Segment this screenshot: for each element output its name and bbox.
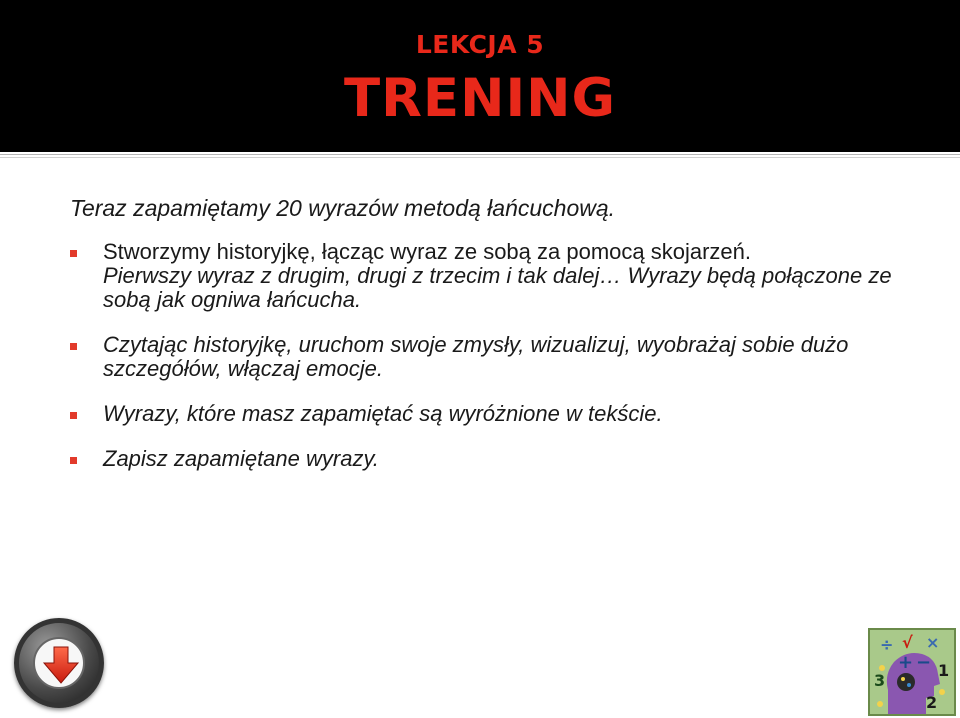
logo-glyph: 3 bbox=[874, 671, 886, 690]
logo-glyph: 1 bbox=[938, 661, 950, 680]
nav-button-area bbox=[4, 604, 116, 716]
next-slide-button[interactable] bbox=[14, 618, 104, 708]
logo-glyph: + bbox=[898, 652, 914, 673]
down-arrow-icon bbox=[42, 645, 80, 685]
nav-button-face bbox=[33, 637, 85, 689]
bullet-text: Zapisz zapamiętane wyrazy. bbox=[103, 446, 379, 471]
intro-text: Teraz zapamiętamy 20 wyrazów metodą łańcuchową. bbox=[70, 195, 616, 221]
logo-glyph: − bbox=[916, 652, 932, 673]
logo-glyph: 2 bbox=[926, 693, 938, 712]
bullet-item-write bbox=[70, 447, 930, 471]
bullet-text bbox=[103, 240, 930, 312]
bullet-item-highlighted bbox=[70, 402, 930, 426]
bullet-square-icon bbox=[70, 457, 77, 464]
slide-header bbox=[0, 0, 960, 152]
logo-glyph: × bbox=[926, 633, 940, 652]
header-divider bbox=[0, 154, 960, 158]
bullet-square-icon bbox=[70, 343, 77, 350]
bullet-item-chain bbox=[70, 240, 930, 312]
math-head-icon bbox=[870, 630, 954, 714]
slide-title: TRENING bbox=[343, 68, 617, 129]
bullet-item-senses bbox=[70, 333, 930, 381]
lesson-label: LEKCJA 5 bbox=[415, 30, 545, 59]
bullet-square-icon bbox=[70, 412, 77, 419]
bullet-continuation: Pierwszy wyraz z drugim, drugi z trzecim i tak dalej… Wyrazy będą połączone ze sobą jak ogniwa łańcucha. bbox=[103, 263, 892, 312]
bullet-first-line: Stworzymy historyjkę, łącząc wyraz ze sobą za pomocą skojarzeń. bbox=[103, 239, 752, 264]
logo-glyph: ÷ bbox=[880, 635, 894, 654]
bullet-square-icon bbox=[70, 250, 77, 257]
math-head-logo bbox=[868, 628, 956, 716]
bullet-text: Czytając historyjkę, uruchom swoje zmysły, wizualizuj, wyobrażaj sobie dużo szczegółów, włączaj emocje. bbox=[103, 332, 849, 381]
slide-content bbox=[70, 194, 930, 492]
bullet-text: Wyrazy, które masz zapamiętać są wyróżnione w tekście. bbox=[103, 401, 663, 426]
logo-glyph: √ bbox=[902, 633, 913, 652]
bullet-list bbox=[70, 240, 930, 471]
